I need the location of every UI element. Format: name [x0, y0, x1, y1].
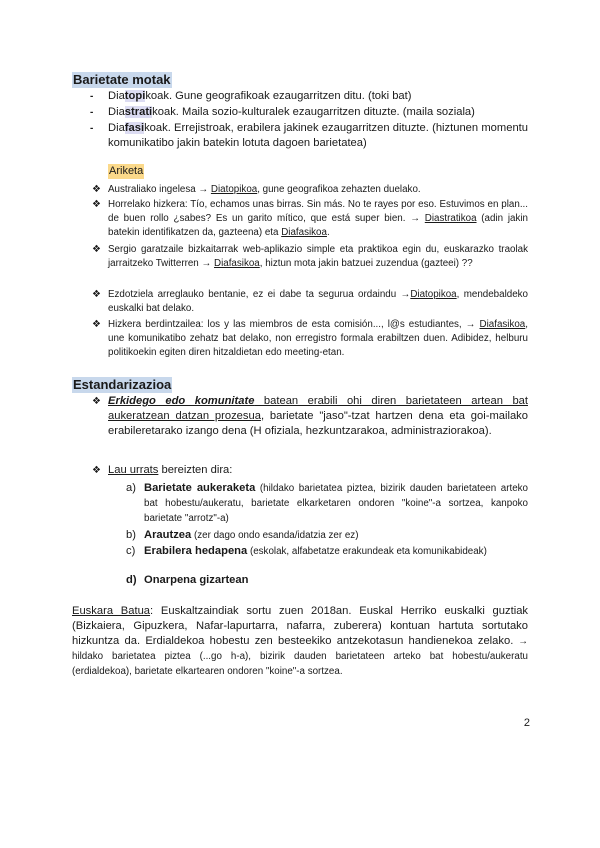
bullet-dash: -: [90, 91, 94, 102]
step-item: Barietate aukeraketa (hildako barietatea piztea, bizirik dauden barietateen arteko bat hobestu/aukeratu, barietate elkarketaren ondoren "koine"-a sortzea, kanpoko barietate "arrotz"-a): [144, 482, 528, 524]
ariketa-item: Horrelako hizkera: Tío, echamos unas birras. Sin más. No te rayes por eso. Estuvimos en plan... de buen rollo ¿sabes? Es un garito mítico, que está super bien. → Diastratikoa (adin jakin batekin identifikatzen da, gazteena) eta Diafasikoa.: [108, 199, 528, 238]
step-item: Onarpena gizartean: [144, 574, 249, 586]
diamond-bullet-icon: ❖: [92, 465, 101, 476]
section-heading-barietate-motak: Barietate motak: [73, 72, 171, 87]
step-item: Erabilera hedapena (eskolak, alfabetatze erakundeak eta komunikabideak): [144, 545, 487, 557]
ariketa-item: Ezdotziela arreglauko bentanie, ez ei dabe ta segurua ordaindu →Diatopikoa, mendebaldeko euskalki bat delako.: [108, 289, 528, 314]
definition-paragraph: Erkidego edo komunitate batean erabili ohi diren barietateen artean bat aukeratzean datzan prozesua, barietate "jaso"-tzat hartzen dena eta goi-mailako erabileretarako izango dena (H ofiziala, hezkuntzarakoa, administraziorakoa).: [108, 395, 528, 437]
step-label: a): [126, 482, 136, 494]
euskara-batua-paragraph: Euskara Batua: Euskaltzaindiak sortu zuen 2018an. Euskal Herriko euskalki guztiak (Bizkaiera, Gipuzkera, Nafar-lapurtarra, nafarra, zuberera) kontuan hartuta sortutako hizkuntza da. Erdialdekoa hobestu zen besteekiko antzekotasun handienekoa zelako. → hildako barietatea piztea (...go h-a), bizirik dauden barietateen arteko bat hobestu/aukeratu (erdialdekoa), barietate elkartearen ondoren "koine"-a sortzea.: [72, 605, 529, 677]
ariketa-item: Sergio garatzaile bizkaitarrak web-aplikazio simple eta praktikoa egin du, euskarazko traolak jarraitzeko Twitterren → Diafasikoa, hiztun mota jakin batzuei zuzendua (gazteei) ??: [108, 244, 528, 269]
section-heading-estandarizazioa: Estandarizazioa: [73, 377, 172, 392]
bullet-dash: -: [90, 123, 94, 134]
bullet-dash: -: [90, 107, 94, 118]
diamond-bullet-icon: ❖: [92, 396, 101, 407]
diamond-bullet-icon: ❖: [92, 319, 101, 330]
diamond-bullet-icon: ❖: [92, 289, 101, 300]
step-label: b): [126, 529, 136, 541]
ariketa-item: Australiako ingelesa → Diatopikoa, gune geografikoa zehazten duelako.: [108, 184, 421, 195]
diamond-bullet-icon: ❖: [92, 184, 101, 195]
ariketa-item: Hizkera berdintzailea: los y las miembros de esta comisión..., l@s estudiantes, → Diafasikoa, une komunikatibo zehatz bat delako, non erregistro formala erabiltzen duen. Adibidez, helburu politikoekin egiten diren hitzaldietan edo meeting-etan.: [108, 319, 528, 358]
diamond-bullet-icon: ❖: [92, 199, 101, 210]
page-number: 2: [523, 717, 530, 729]
document-page: Barietate motak - Diatopikoak. Gune geografikoak ezaugarritzen ditu. (toki bat) - Diastratikoak. Maila sozio-kulturalek ezaugarritzen dituzte. (maila soziala) - Diafasikoak. Errejistroak, erabilera jakinek ezaugarritzen dituzte. (hiztunen momentu komunikatibo jakin batekin lotuta dagoen barietatea) Ariketa ❖ Australiako ingelesa → Diatopikoa, gune geografikoa zehazten duelako. ❖ Horrelako hizkera: Tío, echamos unas birras. Sin más. No te rayes por eso. Estuvimos en plan... de buen rollo ¿sabes? Es un garito mítico, que está super bien. → Diastratikoa (adin jakin batekin identifikatzen da, gazteena) eta Diafasikoa. ❖ Sergio garatzaile bizkaitarrak web-aplikazio simple eta praktikoa egin du, euskarazko traolak jarraitzeko Twitterren → Diafasikoa, hiztun mota jakin batzuei zuzendua (gazteei) ?? ❖ Ezdotziela arreglauko bentanie, ez ei dabe ta segurua ordaindu →Diatopikoa, mendebaldeko euskalki bat delako. ❖ Hizkera berdintzailea: los y las miembros de esta comisión..., l@s estudiantes, → Diafasikoa, une komunikatibo zehatz bat delako, non erregistro formala erabiltzen duen. Adibidez, helburu politikoekin egiten diren hitzaldietan edo meeting-etan. Estandarizazioa ❖ Erkidego edo komunitate batean erabili ohi diren barietateen artean bat aukeratzean datzan prozesua, barietate "jaso"-tzat hartzen dena eta goi-mailako erabileretarako izango dena (H ofiziala, hezkuntzarakoa, administraziorakoa). ❖ Lau urrats bereizten dira: a) Barietate aukeraketa (hildako barietatea piztea, bizirik dauden barietateen arteko bat hobestu/aukeratu, barietate elkarketaren ondoren "koine"-a sortzea, kanpoko barietate "arrotz"-a) b) Arautzea (zer dago ondo esanda/idatzia zer ez) c) Erabilera hedapena (eskolak, alfabetatze erakundeak eta komunikabideak) d) Onarpena gizartean Euskara Batua: Euskaltzaindiak sortu zuen 2018an. Euskal Herriko euskalki guztiak (Bizkaiera, Gipuzkera, Nafar-lapurtarra, nafarra, zuberera) kontuan hartuta sortutako hizkuntza da. Erdialdekoa hobestu zen besteekiko antzekotasun handienekoa zelako. → hildako barietatea piztea (...go h-a), bizirik dauden barietateen arteko bat hobestu/aukeratu (erdialdekoa), barietate elkartearen ondoren "koine"-a sortzea. 2: [72, 72, 530, 729]
step-item: Arautzea (zer dago ondo esanda/idatzia zer ez): [144, 529, 359, 541]
steps-intro: Lau urrats bereizten dira:: [108, 464, 233, 476]
step-label: d): [126, 574, 137, 586]
diamond-bullet-icon: ❖: [92, 244, 101, 255]
ariketa-label: Ariketa: [109, 165, 144, 177]
step-label: c): [126, 545, 136, 557]
